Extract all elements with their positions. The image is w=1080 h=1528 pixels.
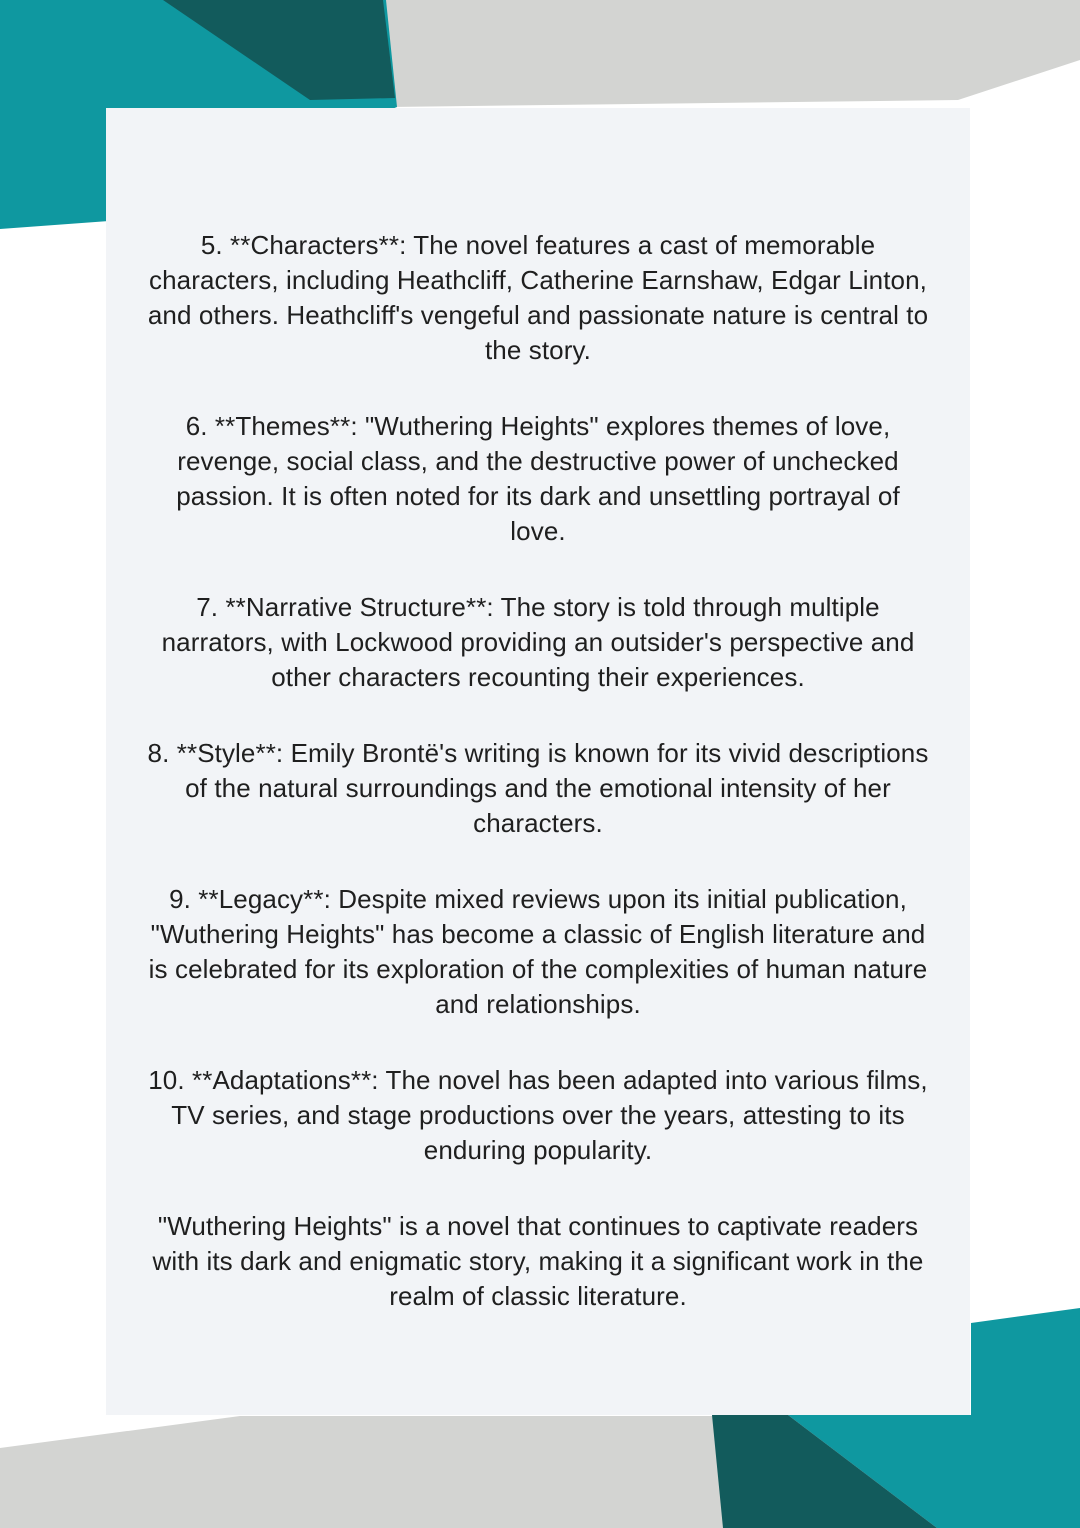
bottom-left-gray-shape [0,1416,790,1528]
paragraph-themes: 6. **Themes**: "Wuthering Heights" explores themes of love, revenge, social class, and the destructive power of unchecked passion. It is often noted for its dark and unsettling portrayal of love. [176,411,900,546]
content-card [106,108,970,1415]
closing-paragraph: "Wuthering Heights" is a novel that continues to captivate readers with its dark and enigmatic story, making it a significant work in the realm of classic literature. [152,1211,924,1311]
paragraph-narrative-structure: 7. **Narrative Structure**: The story is told through multiple narrators, with Lockwood providing an outsider's perspective and other characters recounting their experiences. [161,592,915,692]
top-right-gray-shape [383,0,1080,107]
paragraph-legacy: 9. **Legacy**: Despite mixed reviews upon its initial publication, "Wuthering Heights" has become a classic of English literature and is celebrated for its exploration of the complexities of human nature and relationships. [148,884,928,1019]
paragraph-adaptations: 10. **Adaptations**: The novel has been adapted into various films, TV series, and stage productions over the years, attesting to its enduring popularity. [148,1065,928,1165]
paragraph-style: 8. **Style**: Emily Brontë's writing is known for its vivid descriptions of the natural surroundings and the emotional intensity of her characters. [147,738,929,838]
paragraph-characters: 5. **Characters**: The novel features a cast of memorable characters, including Heathcliff, Catherine Earnshaw, Edgar Linton, and others. Heathcliff's vengeful and passionate nature is central to the story. [147,230,929,365]
